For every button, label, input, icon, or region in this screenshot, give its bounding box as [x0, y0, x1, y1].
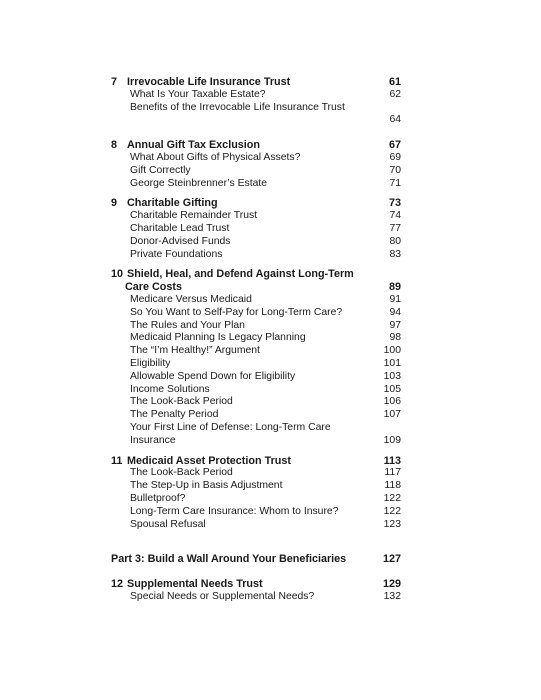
page-number: 117 — [384, 467, 401, 479]
page-number: 123 — [383, 518, 401, 530]
toc-entry — [111, 396, 401, 409]
page-number: 61 — [388, 76, 401, 88]
spacer — [111, 127, 401, 139]
entry-title: Spousal Refusal — [130, 518, 206, 530]
toc-entry — [111, 165, 401, 178]
toc-entry — [111, 493, 401, 506]
entry-title: The Look-Back Period — [130, 467, 233, 479]
page-number: 80 — [389, 235, 401, 247]
chapter-entry — [111, 139, 401, 152]
entry-title: Eligibility — [130, 357, 171, 369]
entry-title: Charitable Gifting — [127, 197, 218, 210]
toc-entry — [111, 320, 401, 333]
toc-entry — [111, 114, 401, 127]
page-number: 69 — [389, 151, 401, 163]
page-number: 132 — [383, 590, 401, 602]
page-number: 106 — [383, 396, 401, 408]
entry-title: Annual Gift Tax Exclusion — [127, 139, 260, 152]
entry-title: Care Costs — [125, 281, 183, 294]
page-number: 105 — [383, 383, 401, 395]
entry-title: The Penalty Period — [130, 409, 219, 421]
page-number: 67 — [388, 139, 401, 152]
chapter-number: 12 — [111, 578, 124, 591]
entry-title: Long-Term Care Insurance: Whom to Insure? — [130, 505, 339, 517]
toc-entry — [111, 467, 401, 480]
toc-entry — [111, 409, 401, 422]
page-number: 71 — [389, 177, 401, 189]
chapter-entry — [111, 455, 401, 468]
spacer — [111, 531, 401, 553]
entry-title: What Is Your Taxable Estate? — [130, 88, 266, 100]
entry-title: Charitable Remainder Trust — [130, 210, 258, 222]
page-number: 101 — [383, 357, 401, 369]
entry-title: Insurance — [130, 434, 176, 446]
chapter-entry — [111, 268, 401, 281]
toc-entry — [111, 358, 401, 371]
entry-title: Benefits of the Irrevocable Life Insurance Trust — [130, 101, 345, 113]
toc-entry — [111, 384, 401, 397]
entry-title: Medicaid Planning Is Legacy Planning — [130, 332, 306, 344]
page-number: 77 — [389, 222, 401, 234]
toc-entry — [111, 345, 401, 358]
toc-entry — [111, 294, 401, 307]
page-number: 74 — [389, 210, 401, 222]
page-number: 73 — [388, 197, 401, 210]
toc-entry — [111, 223, 401, 236]
toc-entry — [111, 281, 401, 294]
chapter-entry — [111, 197, 401, 210]
page-number: 83 — [389, 248, 401, 260]
toc-entry — [111, 519, 401, 532]
chapter-entry — [111, 76, 401, 89]
entry-title: Private Foundations — [130, 248, 223, 260]
toc-entry — [111, 236, 401, 249]
entry-title: Shield, Heal, and Defend Against Long-Term — [127, 268, 354, 281]
page-number: 129 — [382, 578, 401, 591]
chapter-number: 9 — [111, 197, 118, 210]
entry-title: Gift Correctly — [130, 164, 191, 176]
page-number: 100 — [383, 345, 401, 357]
entry-title: The Look-Back Period — [130, 396, 233, 408]
page-number: 91 — [389, 293, 401, 305]
entry-title: Your First Line of Defense: Long-Term Care — [130, 421, 331, 433]
toc-entry — [111, 178, 401, 191]
page-number: 89 — [388, 281, 401, 294]
entry-title: Supplemental Needs Trust — [127, 578, 263, 591]
toc-entry — [111, 591, 401, 604]
page-number: 98 — [389, 332, 401, 344]
entry-title: So You Want to Self-Pay for Long-Term Care? — [130, 306, 343, 318]
page-number: 113 — [383, 454, 401, 467]
entry-title: Allowable Spend Down for Eligibility — [130, 370, 296, 382]
entry-title: George Steinbrenner’s Estate — [130, 177, 268, 189]
toc-entry — [111, 506, 401, 519]
toc-entry — [111, 332, 401, 345]
entry-title: The “I’m Healthy!” Argument — [130, 345, 260, 357]
spacer — [111, 566, 401, 578]
entry-title: Income Solutions — [130, 383, 210, 395]
page-number: 64 — [389, 114, 401, 126]
page-number: 62 — [389, 88, 401, 100]
chapter-number: 7 — [111, 76, 118, 88]
entry-title: Special Needs or Supplemental Needs? — [130, 590, 315, 602]
entry-title: Part 3: Build a Wall Around Your Beneficiaries — [111, 553, 347, 566]
page-number: 122 — [383, 492, 401, 504]
entry-title: Charitable Lead Trust — [130, 222, 230, 234]
toc-entry — [111, 480, 401, 493]
toc-entry — [111, 152, 401, 165]
toc-entry — [111, 210, 401, 223]
entry-title: Irrevocable Life Insurance Trust — [127, 76, 291, 88]
chapter-number: 11 — [111, 454, 123, 467]
toc-entry — [111, 371, 401, 384]
chapter-number: 8 — [111, 139, 118, 152]
toc-entry — [111, 435, 401, 448]
page-number: 109 — [383, 434, 401, 446]
toc-entry — [111, 89, 401, 102]
toc-entry — [111, 102, 401, 115]
chapter-number: 10 — [111, 268, 124, 281]
entry-title: Medicaid Asset Protection Trust — [127, 454, 291, 467]
page-number: 94 — [389, 306, 401, 318]
spacer — [111, 261, 401, 268]
toc-entry — [111, 249, 401, 262]
entry-title: The Rules and Your Plan — [130, 319, 245, 331]
page-number: 70 — [389, 164, 401, 176]
page-number: 127 — [382, 553, 401, 566]
spacer — [111, 448, 401, 455]
entry-title: Bulletproof? — [130, 492, 186, 504]
page-number: 122 — [383, 505, 401, 517]
entry-title: The Step-Up in Basis Adjustment — [130, 480, 283, 492]
toc-entry — [111, 422, 401, 435]
spacer — [111, 190, 401, 197]
entry-title: What About Gifts of Physical Assets? — [130, 151, 301, 163]
page-number: 103 — [383, 370, 401, 382]
table-of-contents — [111, 76, 401, 604]
chapter-entry — [111, 578, 401, 591]
entry-title: Donor-Advised Funds — [130, 235, 231, 247]
page-number: 118 — [384, 480, 401, 492]
entry-title: Medicare Versus Medicaid — [130, 293, 252, 305]
page-number: 107 — [383, 409, 401, 421]
toc-entry — [111, 307, 401, 320]
part-entry — [111, 553, 401, 566]
page-number: 97 — [389, 319, 401, 331]
